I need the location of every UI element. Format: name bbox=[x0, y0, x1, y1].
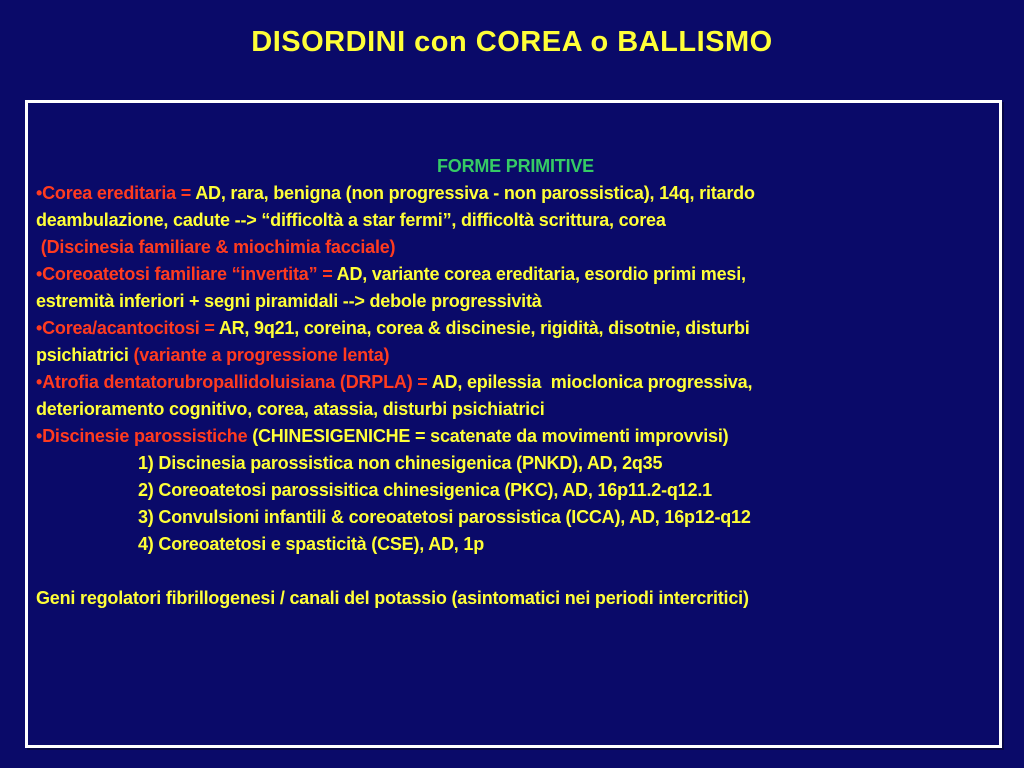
text-segment: AR, 9q21, coreina, corea & discinesie, rigidità, disotnie, disturbi bbox=[218, 318, 750, 338]
text-segment: (variante a progressione lenta) bbox=[133, 345, 390, 365]
content-lines bbox=[36, 153, 995, 612]
text-line bbox=[36, 288, 995, 315]
text-line bbox=[36, 504, 995, 531]
text-line bbox=[36, 423, 995, 450]
text-segment: Geni regolatori fibrillogenesi / canali del potassio (asintomatici nei periodi intercritici) bbox=[36, 588, 749, 608]
text-line bbox=[36, 396, 995, 423]
text-segment: estremità inferiori + segni piramidali --> debole progressività bbox=[36, 291, 542, 311]
text-segment: FORME PRIMITIVE bbox=[436, 156, 594, 176]
text-segment: AD, epilessia mioclonica progressiva, bbox=[431, 372, 753, 392]
text-line bbox=[36, 261, 995, 288]
text-line bbox=[36, 153, 995, 180]
text-segment: •Corea/acantocitosi = bbox=[36, 318, 219, 338]
text-segment: deterioramento cognitivo, corea, atassia, disturbi psichiatrici bbox=[36, 399, 545, 419]
text-line bbox=[36, 234, 995, 261]
text-segment: 1) Discinesia parossistica non chinesigenica (PNKD), AD, 2q35 bbox=[138, 453, 663, 473]
text-segment: deambulazione, cadute --> “difficoltà a star fermi”, difficoltà scrittura, corea bbox=[36, 210, 666, 230]
text-line bbox=[36, 180, 995, 207]
text-line bbox=[36, 315, 995, 342]
text-segment: •Atrofia dentatorubropallidoluisiana (DRPLA) = bbox=[36, 372, 432, 392]
text-line bbox=[36, 585, 995, 612]
content-box bbox=[25, 100, 1002, 748]
text-segment: 3) Convulsioni infantili & coreoatetosi parossistica (ICCA), AD, 16p12-q12 bbox=[138, 507, 751, 527]
text-line bbox=[36, 558, 995, 585]
text-segment: 2) Coreoatetosi parossisitica chinesigenica (PKC), AD, 16p11.2-q12.1 bbox=[138, 480, 712, 500]
text-segment: psichiatrici bbox=[36, 345, 134, 365]
text-segment: AD, rara, benigna (non progressiva - non parossistica), 14q, ritardo bbox=[195, 183, 755, 203]
text-segment: (CHINESIGENICHE = scatenate da movimenti improvvisi) bbox=[252, 426, 729, 446]
text-segment: (Discinesia familiare & miochimia facciale) bbox=[36, 237, 396, 257]
text-line bbox=[36, 450, 995, 477]
text-line bbox=[36, 531, 995, 558]
text-segment: AD, variante corea ereditaria, esordio primi mesi, bbox=[336, 264, 746, 284]
text-line bbox=[36, 207, 995, 234]
slide-title: DISORDINI con COREA o BALLISMO bbox=[251, 26, 773, 58]
text-segment: •Coreoatetosi familiare “invertita” = bbox=[36, 264, 337, 284]
text-segment: •Corea ereditaria = bbox=[36, 183, 196, 203]
text-segment: 4) Coreoatetosi e spasticità (CSE), AD, 1p bbox=[138, 534, 485, 554]
text-line bbox=[36, 342, 995, 369]
text-segment: •Discinesie parossistiche bbox=[36, 426, 253, 446]
text-line bbox=[36, 477, 995, 504]
text-line bbox=[36, 369, 995, 396]
